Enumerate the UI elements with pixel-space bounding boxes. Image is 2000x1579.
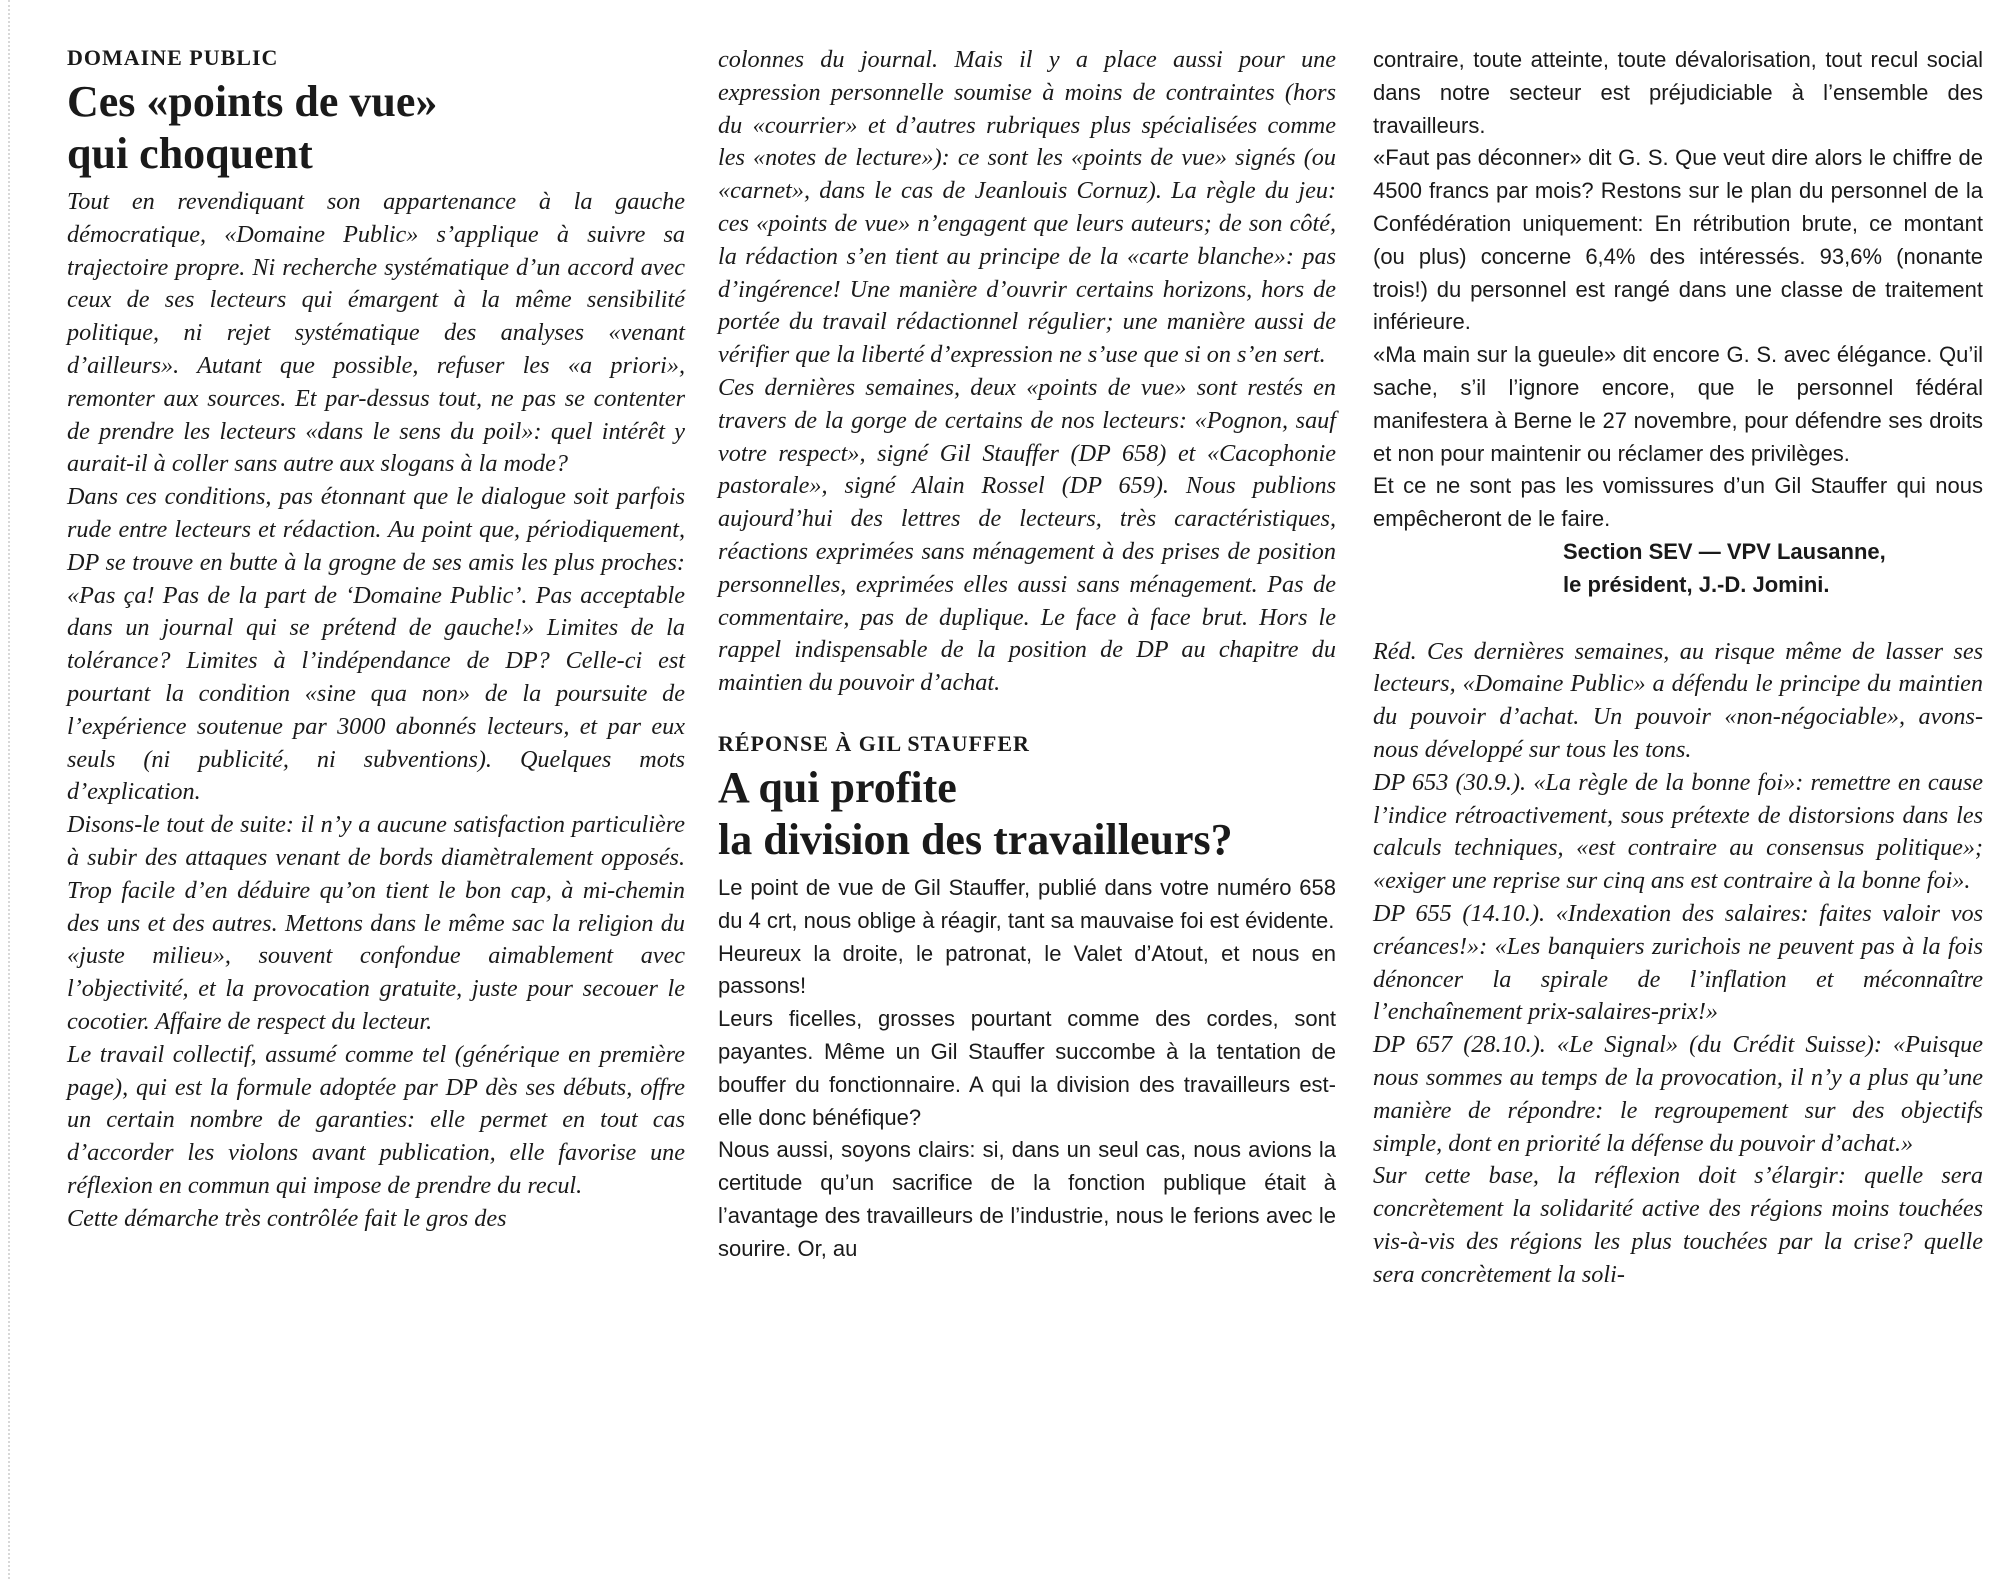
paragraph: Réd. Ces dernières semaines, au risque même de lasser ses lecteurs, «Domaine Public» a défendu le principe du maintien du pouvoir d’achat. Un pouvoir «non-négociable», avons-nous développé sur tous les tons. — [1373, 637, 1983, 763]
signature-line-1: Section SEV — VPV Lausanne, — [1563, 538, 1886, 564]
paragraph: Ces dernières semaines, deux «points de vue» sont restés en travers de la gorge de certains de nos lecteurs: «Pognon, sauf votre respect», signé Gil Stauffer (DP 658) et «Cacophonie pastorale», signé Alain Rossel (DP 659). Nous publions aujourd’hui des lettres de lecteurs, très caractéristiques, réactions exprimées sans ménagement à des prises de position personnelles, exprimées elles aussi sans ménagement. Pas de commentaire, pas de duplique. Le face à face brut. Hors le rappel indispensable de la position de DP au chapitre du maintien du pouvoir d’achat. — [718, 373, 1336, 697]
paragraph: Cette démarche très contrôlée fait le gros des — [67, 1204, 507, 1232]
headline-line-1: Ces «points de vue» — [67, 77, 438, 126]
headline-line-2: la division des travailleurs? — [718, 814, 1233, 864]
article-headline — [67, 76, 685, 180]
headline-line-2: qui choquent — [67, 129, 313, 178]
paragraph: Disons-le tout de suite: il n’y a aucune satisfaction particulière à subir des attaques venant de bords diamètralement opposés. Trop facile d’en déduire qu’on tient le bon cap, à mi-chemin des uns et des autres. Mettons dans le même sac la religion du «juste milieu», souvent confondue aimablement avec l’objectivité, et la provocation gratuite, juste pour secouer le cocotier. Affaire de respect du lecteur. — [67, 811, 685, 1035]
page-edge-dots — [2, 0, 10, 1579]
paragraph: Et ce ne sont pas les vomissures d’un Gil Stauffer qui nous empêcheront de le faire. — [1373, 473, 1983, 532]
paragraph: «Ma main sur la gueule» dit encore G. S. avec élégance. Qu’il sache, s’il l’ignore encore, que le personnel fédéral manifestera à Berne le 27 novembre, pour défendre ses droits et non pour maintenir ou réclamer des privilèges. — [1373, 342, 1983, 466]
paragraph: Heureux la droite, le patronat, le Valet d’Atout, et nous en passons! — [718, 940, 1336, 999]
article-headline — [718, 762, 1336, 866]
column-1 — [67, 44, 685, 1236]
spacer — [718, 700, 1336, 730]
column-2 — [718, 44, 1336, 1266]
paragraph: DP 653 (30.9.). «La règle de la bonne foi»: remettre en cause l’indice rétroactivement, sous prétexte de distorsions dans les calculs techniques, «est contraire au consensus politique»; «exiger une reprise sur cinq ans est contraire à la bonne foi». — [1373, 768, 1983, 895]
section-kicker: RÉPONSE À GIL STAUFFER — [718, 730, 1030, 756]
headline-line-1: A qui profite — [718, 762, 957, 812]
spacer — [1373, 602, 1983, 636]
paragraph: Le travail collectif, assumé comme tel (générique en première page), qui est la formule adoptée par DP dès ses débuts, offre un certain nombre de garanties: elle permet en tout cas d’accorder les violons avant publication, elle favorise une réflexion en commun qui impose de prendre du recul. — [67, 1040, 685, 1199]
paragraph: Dans ces conditions, pas étonnant que le dialogue soit parfois rude entre lecteurs et rédaction. Au point que, périodiquement, DP se trouve en butte à la grogne de ses amis les plus proches: «Pas ça! Pas de la part de ‘Domaine Public’. Pas acceptable dans un journal qui se prétend de gauche!» Limites de la tolérance? Limites à l’indépendance de DP? Celle-ci est pourtant la condition «sine qua non» de la poursuite de l’expérience soutenue par 3000 abonnés lecteurs, et par eux seuls (ni publicité, ni subventions). Quelques mots d’explication. — [67, 483, 685, 806]
signature-line-2: le président, J.-D. Jomini. — [1563, 571, 1830, 597]
paragraph: Le point de vue de Gil Stauffer, publié dans votre numéro 658 du 4 crt, nous oblige à réagir, tant sa mauvaise foi est évidente. — [718, 874, 1336, 933]
paragraph: Leurs ficelles, grosses pourtant comme des cordes, sont payantes. Même un Gil Stauffer succombe à la tentation de bouffer du fonctionnaire. A qui la division des travailleurs est-elle donc bénéfique? — [718, 1006, 1336, 1130]
paragraph: «Faut pas déconner» dit G. S. Que veut dire alors le chiffre de 4500 francs par mois? Restons sur le plan du personnel de la Confédération uniquement: En rétribution brute, ce montant (ou plus) concerne 6,4% des intéressés. 93,6% (nonante trois!) du personnel est rangé dans une classe de traitement inférieure. — [1373, 145, 1983, 335]
paragraph: Nous aussi, soyons clairs: si, dans un seul cas, nous avions la certitude qu’un sacrifice de la fonction publique était à l’avantage des travailleurs de l’industrie, nous le ferions avec le sourire. Or, au — [718, 1137, 1336, 1261]
paragraph: DP 657 (28.10.). «Le Signal» (du Crédit Suisse): «Puisque nous sommes au temps de la provocation, il n’y a plus qu’une manière de répondre: le regroupement sur des objectifs simple, dont en priorité la défense du pouvoir d’achat.» — [1373, 1031, 1983, 1157]
paragraph: contraire, toute atteinte, toute dévalorisation, tout recul social dans notre secteur est préjudiciable à l’ensemble des travailleurs. — [1373, 47, 1983, 138]
paragraph: DP 655 (14.10.). «Indexation des salaires: faites valoir vos créances!»: «Les banquiers zurichois ne peuvent pas à la fois dénoncer la spirale de l’inflation et méconnaître l’enchaînement prix-salaires-prix!» — [1373, 899, 1983, 1026]
column-3 — [1373, 44, 1983, 1291]
paragraph: Tout en revendiquant son appartenance à la gauche démocratique, «Domaine Public» s’applique à suivre sa trajectoire propre. Ni recherche systématique d’un accord avec ceux de ses lecteurs qui émargent à la même sensibilité politique, ni rejet systématique des analyses «venant d’ailleurs». Autant que possible, refuser les «a priori», remonter aux sources. Et par-dessus tout, ne pas se contenter de prendre les lecteurs «dans le sens du poil»: quel intérêt y aurait-il à coller sans autre aux slogans à la mode? — [67, 188, 685, 478]
paragraph: Sur cette base, la réflexion doit s’élargir: quelle sera concrètement la solidarité active des régions moins touchées vis-à-vis des régions les plus touchées par la crise? quelle sera concrètement la soli- — [1373, 1162, 1983, 1288]
section-kicker: DOMAINE PUBLIC — [67, 45, 279, 70]
paragraph: colonnes du journal. Mais il y a place aussi pour une expression personnelle soumise à moins de contraintes (hors du «courrier» et d’autres rubriques plus spécialisées comme les «notes de lecture»): ce sont les «points de vue» signés (ou «carnet», dans le cas de Jeanlouis Cornuz). La règle du jeu: ces «points de vue» n’engagent que leurs auteurs; de son côté, la rédaction s’en tient au principe de la «carte blanche»: pas d’ingérence! Une manière d’ouvrir certains horizons, hors de portée du travail rédactionnel régulier; une manière aussi de vérifier que la liberté d’expression ne s’use que si on s’en sert. — [718, 46, 1336, 369]
